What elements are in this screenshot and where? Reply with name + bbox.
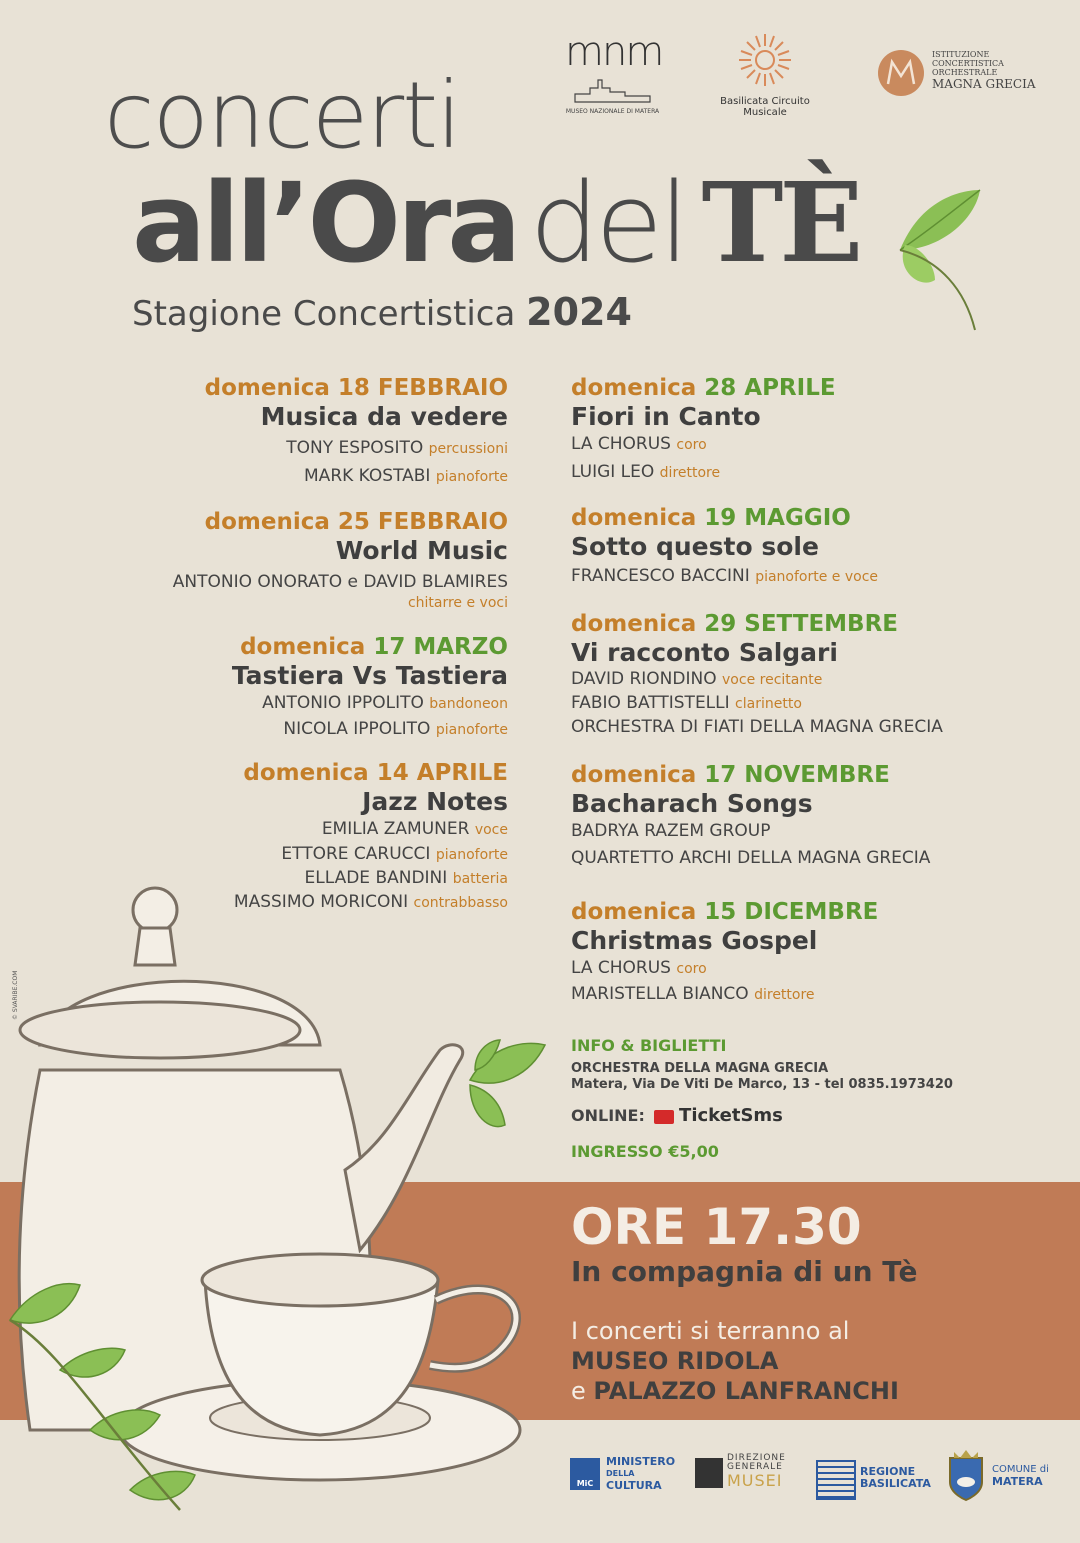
mic-line2: DELLA	[606, 1469, 635, 1478]
icomg-line3: ORCHESTRALE	[932, 68, 998, 77]
header-ora: Ora	[307, 159, 518, 287]
event-date: domenica 17 NOVEMBRE	[571, 762, 890, 788]
musei-line2: GENERALE	[727, 1462, 783, 1472]
season-subtitle	[132, 290, 632, 334]
bcm-logo	[700, 30, 830, 118]
season-label: Stagione Concertistica	[132, 294, 516, 334]
performer: LA CHORUS coro	[571, 958, 707, 978]
event-date: domenica 14 APRILE	[243, 760, 508, 786]
ingresso-price: INGRESSO €5,00	[571, 1142, 719, 1161]
event-date: domenica 19 MAGGIO	[571, 505, 851, 531]
performer: ELLADE BANDINI batteria	[304, 868, 508, 888]
performer: ANTONIO IPPOLITO bandoneon	[262, 693, 508, 713]
performer: DAVID RIONDINO voce recitante	[571, 669, 823, 689]
teapot-illustration-icon	[0, 870, 560, 1543]
info-heading: INFO & BIGLIETTI	[571, 1036, 727, 1055]
icomg-logo	[876, 48, 1066, 98]
image-credit: © SVARIBE.COM	[12, 970, 19, 1020]
performer: MARK KOSTABI pianoforte	[304, 466, 508, 486]
event-date: domenica 17 MARZO	[240, 634, 508, 660]
venue-palazzo-lanfranchi: PALAZZO LANFRANCHI	[593, 1377, 899, 1405]
performer: EMILIA ZAMUNER voce	[321, 819, 508, 839]
regione-basilicata-logo	[816, 1452, 931, 1496]
performer: NICOLA IPPOLITO pianoforte	[283, 719, 508, 739]
icomg-line1: ISTITUZIONE	[932, 50, 990, 59]
comune-matera-logo	[946, 1448, 1056, 1508]
header-title	[132, 158, 860, 287]
ministero-cultura-logo	[570, 1452, 680, 1492]
event-title: Christmas Gospel	[571, 926, 818, 955]
info-org: ORCHESTRA DELLA MAGNA GRECIA	[571, 1061, 829, 1076]
event-29-settembre	[571, 610, 943, 739]
event-title: Fiori in Canto	[571, 402, 761, 431]
performer: TONY ESPOSITO percussioni	[286, 438, 508, 458]
sun-icon	[735, 30, 795, 90]
performer: FABIO BATTISTELLI clarinetto	[571, 693, 802, 713]
performer: ORCHESTRA DI FIATI DELLA MAGNA GRECIA	[571, 717, 943, 737]
performer: QUARTETTO ARCHI DELLA MAGNA GRECIA	[571, 848, 931, 868]
season-year: 2024	[526, 290, 632, 334]
concert-time: ORE 17.30	[571, 1198, 862, 1256]
mnm-caption: MUSEO NAZIONALE DI MATERA	[565, 108, 660, 115]
mic-line3: CULTURA	[606, 1479, 662, 1492]
mic-emblem-icon: MiC	[570, 1458, 600, 1490]
event-date: domenica 18 FEBBRAIO	[204, 375, 508, 401]
event-title: Jazz Notes	[362, 787, 508, 816]
event-title: Sotto questo sole	[571, 532, 819, 561]
icomg-emblem-icon	[876, 48, 926, 98]
event-25-febbraio	[173, 508, 508, 611]
event-date: domenica 15 DICEMBRE	[571, 899, 879, 925]
venue-intro: I concerti si terranno al	[571, 1317, 850, 1345]
performer: ANTONIO ONORATO e DAVID BLAMIRES	[172, 572, 508, 592]
mnm-skyline-icon	[565, 74, 660, 104]
event-title: Bacharach Songs	[571, 789, 813, 818]
icomg-line4: MAGNA GRECIA	[932, 77, 1036, 91]
tea-leaves-icon	[880, 180, 990, 340]
venue-and: e	[571, 1377, 586, 1405]
event-17-novembre	[571, 761, 930, 871]
ticketsms-icon	[654, 1110, 674, 1124]
bcm-caption: Basilicata Circuito Musicale	[720, 96, 810, 118]
performer: BADRYA RAZEM GROUP	[571, 821, 771, 841]
event-date: domenica 25 FEBBRAIO	[204, 509, 508, 535]
mnm-mark: mnm	[565, 29, 663, 75]
comune-line1: COMUNE di	[992, 1464, 1049, 1475]
event-date: domenica 29 SETTEMBRE	[571, 611, 899, 637]
event-title: World Music	[335, 536, 508, 565]
online-row	[571, 1105, 953, 1126]
event-17-marzo	[232, 633, 508, 743]
direzione-musei-logo	[695, 1452, 800, 1492]
musei-line1: DIREZIONE	[727, 1453, 786, 1463]
event-28-aprile	[571, 374, 836, 486]
event-date: domenica 28 APRILE	[571, 375, 836, 401]
event-title: Musica da vedere	[260, 402, 508, 431]
comune-line2: MATERA	[992, 1475, 1043, 1488]
regione-line2: BASILICATA	[860, 1477, 931, 1490]
tagline: In compagnia di un Tè	[571, 1255, 918, 1288]
mnm-logo	[565, 29, 663, 115]
header-te: TÈ	[701, 158, 860, 287]
performer: MASSIMO MORICONI contrabbasso	[233, 892, 508, 912]
event-19-maggio	[571, 504, 878, 590]
matera-crest-icon	[946, 1448, 986, 1502]
performer: MARISTELLA BIANCO direttore	[571, 984, 815, 1004]
header-concerti: concerti	[104, 62, 460, 169]
icomg-line2: CONCERTISTICA	[932, 59, 1004, 68]
regione-emblem-icon	[816, 1460, 856, 1500]
performer: LA CHORUS coro	[571, 434, 707, 454]
info-address: Matera, Via De Viti De Marco, 13 - tel 0835.1973420	[571, 1077, 953, 1092]
venue-museo-ridola: MUSEO RIDOLA	[571, 1347, 779, 1375]
performer-role: chitarre e voci	[407, 595, 508, 611]
ticketsms-link[interactable]: TicketSms	[679, 1105, 783, 1126]
mic-line1: MINISTERO	[606, 1455, 676, 1468]
performer: LUIGI LEO direttore	[571, 462, 721, 482]
header-all: all’	[132, 159, 308, 287]
regione-line1: REGIONE	[860, 1465, 916, 1478]
performer: FRANCESCO BACCINI pianoforte e voce	[571, 566, 879, 586]
event-18-febbraio	[205, 374, 508, 490]
venue-block	[571, 1316, 899, 1406]
musei-emblem-icon	[695, 1458, 723, 1488]
event-title: Tastiera Vs Tastiera	[231, 661, 508, 690]
event-title: Vi racconto Salgari	[571, 638, 838, 667]
header-del: del	[529, 159, 686, 287]
performer: ETTORE CARUCCI pianoforte	[281, 844, 508, 864]
info-block	[571, 1036, 953, 1161]
event-15-dicembre	[571, 898, 878, 1008]
online-label: ONLINE:	[571, 1106, 645, 1125]
musei-line3: MUSEI	[727, 1471, 783, 1490]
